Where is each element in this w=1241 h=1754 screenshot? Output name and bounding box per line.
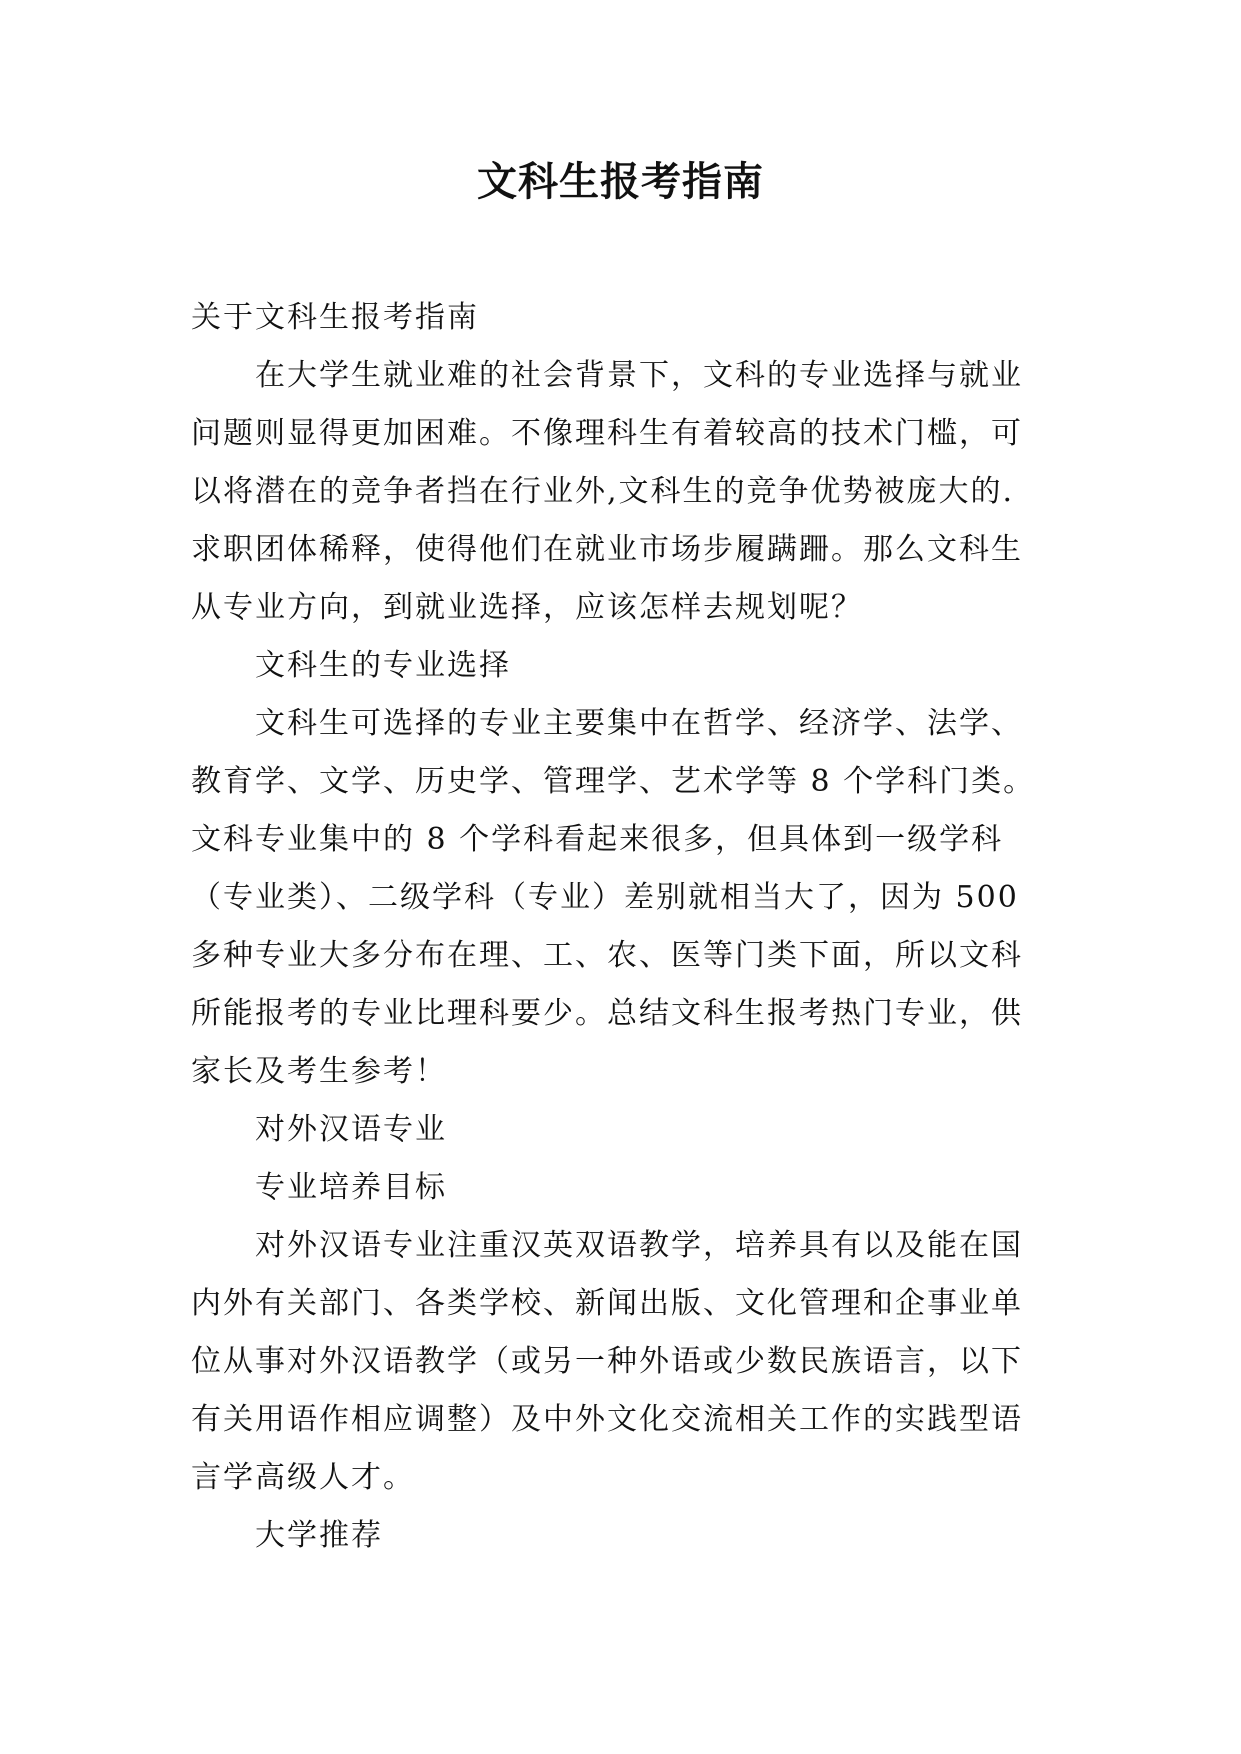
subheading-major-name: 对外汉语专业 [255, 1112, 447, 1147]
paragraph-line: 问题则显得更加困难。不像理科生有着较高的技术门槛，可 [191, 416, 1023, 451]
paragraph-line: 多种专业大多分布在理、工、农、医等门类下面，所以文科 [191, 938, 1023, 973]
paragraph-major-choice [191, 695, 1051, 1101]
paragraph-line: 从专业方向，到就业选择，应该怎样去规划呢？ [191, 590, 863, 625]
paragraph-line: 位从事对外汉语教学（或另一种外语或少数民族语言，以下 [191, 1344, 1023, 1379]
paragraph-line: （专业类）、二级学科（专业）差别就相当大了，因为 500 [191, 880, 1019, 915]
paragraph-line: 言学高级人才。 [191, 1460, 415, 1495]
subheading-university-recommend: 大学推荐 [255, 1518, 383, 1553]
paragraph-line: 家长及考生参考！ [191, 1054, 447, 1089]
paragraph-line: 对外汉语专业注重汉英双语教学，培养具有以及能在国 [255, 1228, 1023, 1263]
paragraph-line: 教育学、文学、历史学、管理学、艺术学等 8 个学科门类。 [191, 764, 1036, 799]
page-title: 文科生报考指南 [477, 159, 764, 205]
paragraph-line: 文科生可选择的专业主要集中在哲学、经济学、法学、 [255, 706, 1023, 741]
paragraph-line: 所能报考的专业比理科要少。总结文科生报考热门专业，供 [191, 996, 1023, 1031]
paragraph-line: 求职团体稀释，使得他们在就业市场步履蹒跚。那么文科生 [191, 532, 1023, 567]
paragraph-intro [191, 347, 1051, 637]
paragraph-line: 以将潜在的竞争者挡在行业外,文科生的竞争优势被庞大的. [191, 474, 1015, 509]
document-body [191, 289, 1051, 1565]
paragraph-line: 在大学生就业难的社会背景下，文科的专业选择与就业 [255, 358, 1023, 393]
subheading-training-goal: 专业培养目标 [255, 1170, 447, 1205]
paragraph-training-goal [191, 1217, 1051, 1507]
paragraph-line: 文科专业集中的 8 个学科看起来很多，但具体到一级学科 [191, 822, 1004, 857]
paragraph-line: 内外有关部门、各类学校、新闻出版、文化管理和企事业单 [191, 1286, 1023, 1321]
paragraph-line: 有关用语作相应调整）及中外文化交流相关工作的实践型语 [191, 1402, 1023, 1437]
section-heading: 关于文科生报考指南 [191, 300, 479, 335]
subheading-major-choice: 文科生的专业选择 [255, 648, 511, 683]
